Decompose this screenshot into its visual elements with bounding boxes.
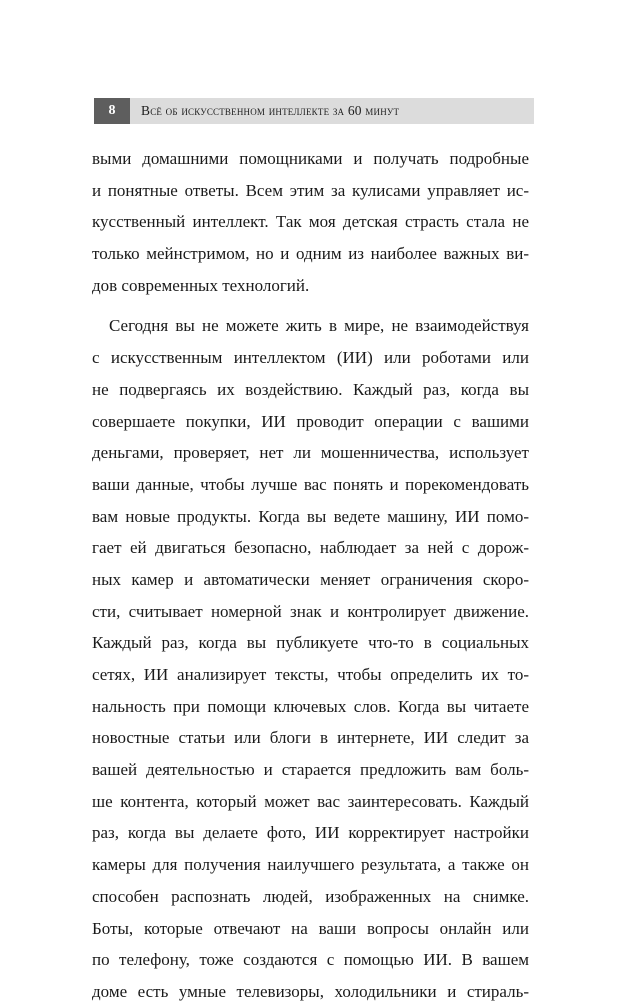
body-text [92,143,529,1008]
text-line: по телефону, тоже создаются с помощью ИИ. В вашем [92,950,529,970]
text-line: вам новые продукты. Когда вы ведете машину, ИИ помо- [92,506,529,526]
text-line: ных камер и автоматически меняет ограничения скоро- [92,569,529,589]
text-line: камеры для получения наилучшего результата, а также он [92,855,529,875]
text-line: способен распознать людей, изображенных на снимке. [92,886,529,906]
text-line: сти, считывает номерной знак и контролирует движение. [92,601,529,621]
running-header [94,98,534,124]
text-line: Сегодня вы не можете жить в мире, не взаимодействуя [109,316,529,336]
text-line: не подвергаясь их воздействию. Каждый раз, когда вы [92,379,529,399]
text-line: гает ей двигаться безопасно, наблюдает за ней с дорож- [92,538,529,558]
text-line: доме есть умные телевизоры, холодильники и стираль- [92,981,529,1001]
text-line: Боты, которые отвечают на ваши вопросы онлайн или [92,918,529,938]
text-line: дов современных технологий. [92,275,310,295]
text-line: вашей деятельностью и старается предложить вам боль- [92,760,529,780]
text-line: нальность при помощи ключевых слов. Когда вы читаете [92,696,529,716]
text-line: ваши данные, чтобы лучше вас понять и порекомендовать [92,474,529,494]
text-line: с искусственным интеллектом (ИИ) или роботами или [92,348,529,368]
text-line: деньгами, проверяет, нет ли мошенничества, использует [92,443,529,463]
text-line: совершаете покупки, ИИ проводит операции с вашими [92,411,529,431]
text-line: новостные статьи или блоги в интернете, ИИ следит за [92,728,529,748]
text-line: раз, когда вы делаете фото, ИИ корректирует настройки [92,823,529,843]
text-line: выми домашними помощниками и получать подробные [92,149,529,168]
text-line: ше контента, который может вас заинтересовать. Каждый [92,791,529,811]
text-line: Каждый раз, когда вы публикуете что-то в социальных [92,633,529,653]
text-line: только мейнстримом, но и одним из наиболее важных ви- [92,244,529,264]
text-line: и понятные ответы. Всем этим за кулисами управляет ис- [92,180,529,200]
text-line: кусственный интеллект. Так моя детская страсть стала не [92,212,529,232]
running-title: Всё об искусственном интеллекте за 60 минут [141,103,400,118]
page-number: 8 [94,98,130,124]
text-line: сетях, ИИ анализирует тексты, чтобы определить их то- [92,665,529,684]
